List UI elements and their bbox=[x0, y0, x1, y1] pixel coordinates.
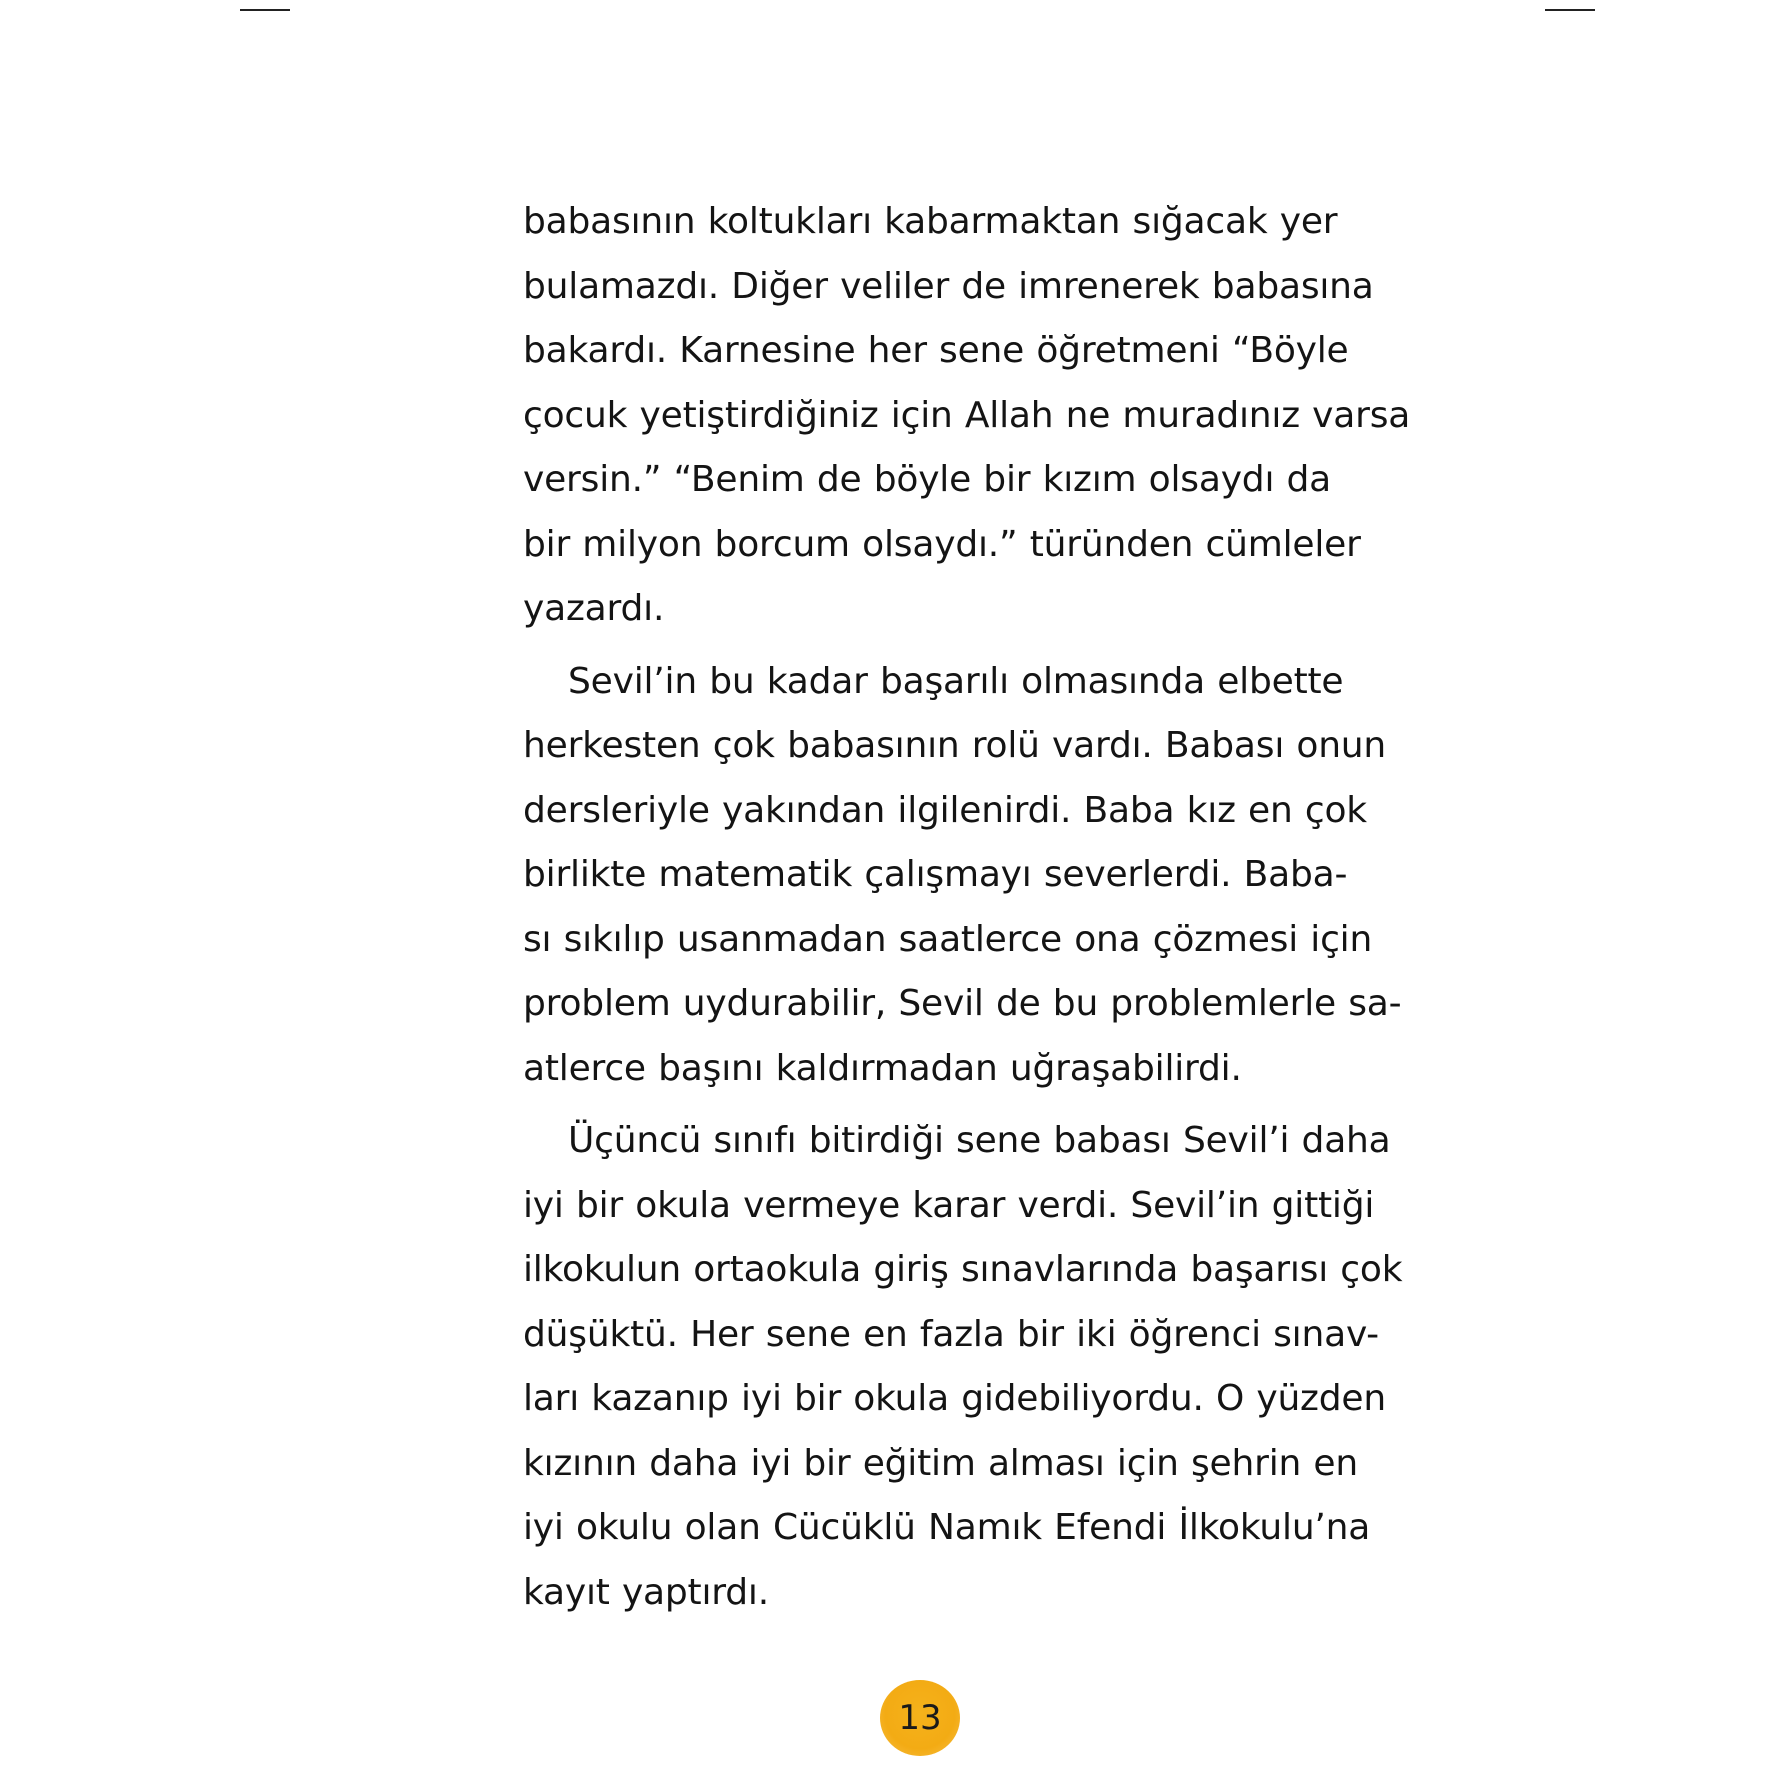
text-line: birlikte matematik çalışmayı severlerdi. Baba- bbox=[523, 854, 1348, 895]
text-line: atlerce başını kaldırmadan uğraşabilirdi. bbox=[523, 1047, 1242, 1089]
text-line: bulamazdı. Diğer veliler de imrenerek babasına bbox=[523, 265, 1374, 307]
text-line: düşüktü. Her sene en fazla bir iki öğrenci sınav- bbox=[523, 1313, 1379, 1355]
text-line: çocuk yetiştirdiğiniz için Allah ne muradınız varsa bbox=[523, 394, 1411, 436]
text-line: babasının koltukları kabarmaktan sığacak yer bbox=[523, 201, 1338, 242]
text-line: yazardı. bbox=[523, 588, 665, 629]
text-line: ilkokulun ortaokula giriş sınavlarında başarısı çok bbox=[523, 1249, 1403, 1290]
text-line: herkesten çok babasının rolü vardı. Babası onun bbox=[523, 725, 1387, 766]
paragraph-1 bbox=[523, 190, 1411, 642]
crop-mark-right bbox=[1545, 9, 1595, 11]
text-line: problem uydurabilir, Sevil de bu problemlerle sa- bbox=[523, 983, 1402, 1024]
text-line: Sevil’in bu kadar başarılı olmasında elbette bbox=[568, 660, 1344, 702]
text-line: Üçüncü sınıfı bitirdiği sene babası Sevil’i daha bbox=[568, 1120, 1391, 1161]
page-number-badge bbox=[880, 1680, 960, 1756]
paragraph-3 bbox=[523, 1109, 1403, 1625]
text-line: bakardı. Karnesine her sene öğretmeni “Böyle bbox=[523, 330, 1349, 371]
text-line: sı sıkılıp usanmadan saatlerce ona çözmesi için bbox=[523, 918, 1373, 960]
crop-mark-left bbox=[240, 9, 290, 11]
text-line: kızının daha iyi bir eğitim alması için şehrin en bbox=[523, 1442, 1358, 1484]
paragraph-2 bbox=[523, 650, 1402, 1102]
page-number: 13 bbox=[898, 1698, 942, 1738]
text-line: ları kazanıp iyi bir okula gidebiliyordu. O yüzden bbox=[523, 1378, 1386, 1419]
text-line: bir milyon borcum olsaydı.” türünden cümleler bbox=[523, 523, 1361, 565]
text-line: iyi okulu olan Cücüklü Namık Efendi İlkokulu’na bbox=[523, 1507, 1371, 1548]
body-text bbox=[523, 190, 1411, 1633]
text-line: versin.” “Benim de böyle bir kızım olsaydı da bbox=[523, 459, 1332, 500]
text-line: iyi bir okula vermeye karar verdi. Sevil’in gittiği bbox=[523, 1184, 1375, 1226]
text-line: dersleriyle yakından ilgilenirdi. Baba kız en çok bbox=[523, 789, 1367, 831]
text-line: kayıt yaptırdı. bbox=[523, 1571, 769, 1613]
